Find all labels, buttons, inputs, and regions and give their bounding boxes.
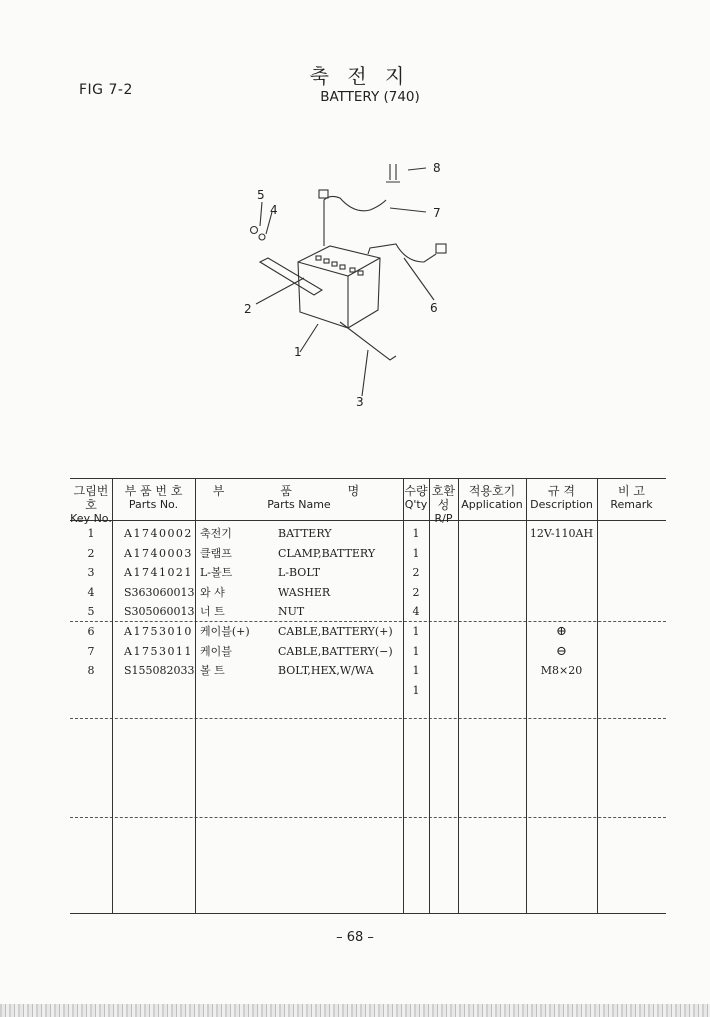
table-row bbox=[70, 583, 666, 603]
key-no: 4 bbox=[87, 585, 95, 599]
name-en: CABLE,BATTERY(+) bbox=[278, 625, 393, 638]
battery-body bbox=[298, 246, 380, 328]
name-en: CABLE,BATTERY(−) bbox=[278, 644, 393, 658]
qty: 1 bbox=[412, 664, 420, 677]
part-no: S363060013 bbox=[124, 585, 195, 599]
name-kr: 축전기 bbox=[200, 527, 232, 540]
parts-table bbox=[70, 478, 666, 914]
page-title-korean: 축 전 지 bbox=[309, 64, 411, 88]
fig-label: FIG 7-2 bbox=[79, 82, 133, 98]
header-description: 규 격 Description bbox=[530, 484, 593, 511]
callout-5: 5 bbox=[257, 188, 265, 202]
callout-7: 7 bbox=[433, 206, 441, 220]
description: 12V-110AH bbox=[529, 527, 594, 540]
name-kr: L-볼트 bbox=[200, 566, 233, 579]
qty: 1 bbox=[412, 625, 420, 638]
negative-cable bbox=[324, 196, 386, 246]
description: ⊖ bbox=[556, 643, 567, 659]
key-no: 7 bbox=[87, 644, 95, 658]
name-kr: 케이블(+) bbox=[200, 625, 250, 638]
name-en: CLAMP,BATTERY bbox=[278, 546, 376, 560]
header-remark: 비 고 Remark bbox=[610, 484, 653, 511]
qty: 2 bbox=[412, 566, 420, 579]
name-kr: 와 샤 bbox=[200, 585, 225, 599]
callout-1: 1 bbox=[294, 345, 302, 359]
page-title: BATTERY (740) bbox=[320, 89, 420, 105]
header-parts-no: 부 품 번 호 Parts No. bbox=[124, 484, 183, 511]
nut-shape bbox=[251, 227, 258, 234]
table-row bbox=[70, 563, 666, 583]
header-rp: 호환성 R/P bbox=[431, 484, 456, 525]
qty: 2 bbox=[412, 585, 420, 599]
name-en: BATTERY bbox=[278, 527, 332, 540]
part-no: A1753011 bbox=[124, 644, 193, 658]
l-bolt bbox=[340, 322, 396, 360]
key-no: 1 bbox=[87, 527, 95, 540]
qty: 1 bbox=[412, 546, 420, 560]
qty: 1 bbox=[412, 527, 420, 540]
table-row bbox=[70, 622, 666, 642]
part-no: S155082033 bbox=[124, 664, 195, 677]
table-row bbox=[70, 524, 666, 544]
header-qty: 수량 Q'ty bbox=[404, 484, 428, 511]
callout-2: 2 bbox=[244, 302, 252, 316]
name-en: L-BOLT bbox=[278, 566, 321, 579]
header-key-no: 그림번호 Key No. bbox=[70, 484, 112, 525]
key-no: 5 bbox=[87, 605, 95, 618]
qty: 1 bbox=[412, 644, 420, 658]
name-en: NUT bbox=[278, 605, 305, 618]
scan-edge-artifact bbox=[0, 1004, 710, 1017]
header-application: 적용호기 Application bbox=[461, 484, 523, 511]
table-row bbox=[70, 661, 666, 681]
description: ⊕ bbox=[556, 624, 567, 639]
washer-shape bbox=[259, 234, 265, 240]
key-no: 2 bbox=[87, 546, 95, 560]
part-no: A1740002 bbox=[124, 527, 193, 540]
qty: 4 bbox=[412, 605, 420, 618]
bolt-shape bbox=[386, 164, 400, 182]
name-kr: 클램프 bbox=[200, 546, 232, 560]
page-number: – 68 – bbox=[336, 930, 374, 945]
table-row bbox=[70, 681, 666, 701]
battery-exploded-diagram bbox=[220, 150, 480, 410]
table-row bbox=[70, 544, 666, 564]
table-row bbox=[70, 602, 666, 622]
callout-6: 6 bbox=[430, 301, 438, 315]
key-no: 8 bbox=[87, 664, 95, 677]
table-row bbox=[70, 642, 666, 662]
name-kr: 너 트 bbox=[200, 605, 225, 618]
part-no: S305060013 bbox=[124, 605, 195, 618]
part-no: A1741021 bbox=[124, 566, 193, 579]
header-parts-name: 부 품 명 Parts Name bbox=[212, 484, 386, 511]
callout-8: 8 bbox=[433, 161, 441, 175]
clamp-bar bbox=[260, 258, 322, 295]
description: M8×20 bbox=[540, 664, 583, 677]
part-no: A1740003 bbox=[124, 546, 193, 560]
key-no: 6 bbox=[87, 625, 95, 638]
name-en: BOLT,HEX,W/WA bbox=[278, 664, 374, 677]
callout-4: 4 bbox=[270, 203, 278, 217]
name-en: WASHER bbox=[278, 585, 331, 599]
key-no: 3 bbox=[87, 566, 95, 579]
qty: 1 bbox=[412, 683, 420, 697]
callout-3: 3 bbox=[356, 395, 364, 409]
part-no: A1753010 bbox=[124, 625, 193, 638]
name-kr: 케이블 bbox=[200, 644, 232, 658]
name-kr: 볼 트 bbox=[200, 664, 225, 677]
